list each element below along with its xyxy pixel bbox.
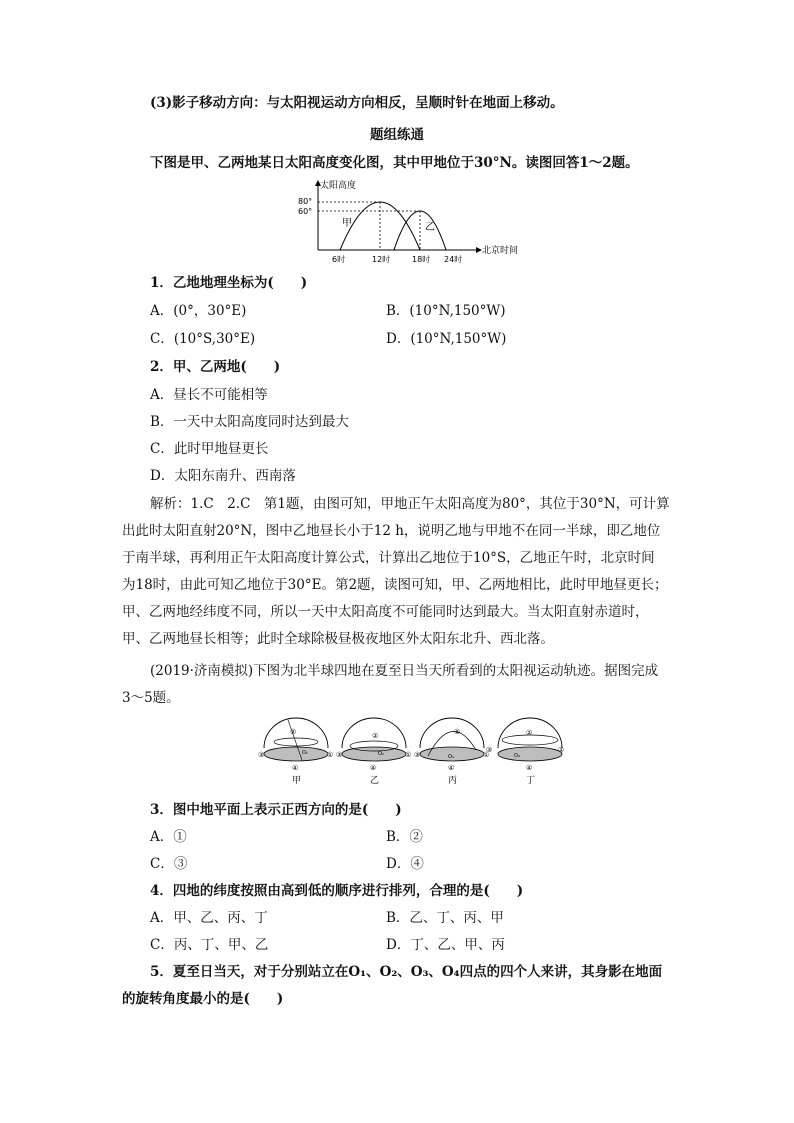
panel-label-bing: 丙 — [448, 776, 458, 786]
analysis-line-6: 甲、乙两地昼长相等；此时全球除极昼极夜地区外太阳东北升、西北落。 — [122, 631, 554, 647]
panel-jia — [258, 718, 333, 786]
panel-bing — [414, 718, 489, 786]
q1-option-c[interactable]: C．(10°S,30°E) — [150, 331, 256, 347]
q1-option-b[interactable]: B．(10°N,150°W) — [386, 303, 506, 319]
q3-5-stem-line-2: 3～5题。 — [122, 690, 180, 706]
bing-marker-4: ④ — [448, 764, 455, 772]
q4-option-b[interactable]: B．乙、丁、丙、甲 — [386, 910, 504, 926]
curve-label-jia: 甲 — [342, 218, 352, 229]
ding-marker-1: ① — [558, 746, 565, 754]
q1-stem: 1．乙地地理坐标为( ) — [150, 275, 308, 291]
bing-marker-1: ① — [483, 751, 490, 759]
q3-option-a[interactable]: A．① — [150, 829, 187, 845]
analysis-line-5: 甲、乙两地经纬度不同，所以一天中太阳高度不可能同时达到最大。当太阳直射赤道时， — [122, 604, 649, 620]
ding-marker-4: ④ — [526, 764, 533, 772]
analysis-line-2: 出此时太阳直射20°N，图中乙地昼长小于12 h，说明乙地与甲地不在同一半球，即乙地位 — [122, 523, 661, 539]
jia-marker-3: ③ — [258, 751, 265, 759]
section-title: 题组练通 — [370, 127, 424, 143]
q1-option-d[interactable]: D．(10°N,150°W) — [386, 331, 507, 347]
sun-altitude-chart — [292, 178, 532, 268]
jia-disk-label: O₁ — [302, 750, 308, 756]
q3-option-d[interactable]: D．④ — [386, 856, 424, 872]
panel-yi — [336, 718, 411, 786]
q2-option-c[interactable]: C．此时甲地昼更长 — [150, 441, 269, 457]
q5-stem-line-1: 5．夏至日当天，对于分别站立在O₁、O₂、O₃、O₄四点的四个人来讲，其身影在地面 — [150, 964, 663, 980]
bing-marker-3: ③ — [414, 751, 421, 759]
sun-path-diagrams — [258, 720, 565, 786]
analysis-line-1: 解析：1.C 2.C 第1题，由图可知，甲地正午太阳高度为80°，其位于30°N，可计算 — [150, 496, 670, 512]
q5-stem-line-2: 的旋转角度最小的是( ) — [122, 991, 284, 1007]
analysis-line-3: 于南半球，再利用正午太阳高度计算公式，计算出乙地位于10°S，乙地正午时，北京时间 — [122, 550, 655, 566]
q3-stem: 3．图中地平面上表示正西方向的是( ) — [150, 802, 402, 818]
analysis-line-4: 为18时，由此可知乙地位于30°E。第2题，读图可知，甲、乙两地相比，此时甲地昼更长； — [122, 577, 668, 593]
q3-option-b[interactable]: B．② — [386, 829, 423, 845]
q4-stem: 4．四地的纬度按照由高到低的顺序进行排列，合理的是( ) — [150, 883, 524, 899]
ding-marker-2: ② — [526, 729, 533, 737]
x-tick-24: 24时 — [444, 255, 463, 264]
panel-label-yi: 乙 — [370, 776, 380, 786]
curve-label-yi: 乙 — [425, 222, 435, 233]
intro-line: (3)影子移动方向：与太阳视运动方向相反，呈顺时针在地面上移动。 — [150, 95, 564, 111]
x-axis-label: 北京时间 — [482, 246, 519, 256]
yi-marker-2: ② — [372, 732, 379, 740]
yi-marker-3: ③ — [336, 751, 343, 759]
yi-marker-1: ① — [405, 751, 412, 759]
panel-label-jia: 甲 — [292, 776, 302, 786]
q4-option-d[interactable]: D．丁、乙、甲、丙 — [386, 937, 505, 953]
q2-option-a[interactable]: A．昼长不可能相等 — [150, 387, 268, 403]
q4-option-a[interactable]: A．甲、乙、丙、丁 — [150, 910, 268, 926]
panel-label-ding: 丁 — [526, 776, 536, 786]
question-stem-1-2: 下图是甲、乙两地某日太阳高度变化图，其中甲地位于30°N。读图回答1～2题。 — [150, 155, 639, 171]
q2-option-b[interactable]: B．一天中太阳高度同时达到最大 — [150, 414, 349, 430]
x-tick-6: 6时 — [332, 255, 346, 264]
q4-option-c[interactable]: C．丙、丁、甲、乙 — [150, 937, 269, 953]
jia-marker-1: ① — [327, 751, 334, 759]
q2-option-d[interactable]: D．太阳东南升、西南落 — [150, 468, 296, 484]
jia-marker-2: ② — [290, 728, 297, 736]
yi-disk-label: O₂ — [378, 751, 384, 757]
y-axis-label: 太阳高度 — [320, 181, 357, 191]
q3-5-stem-line-1: (2019·济南模拟)下图为北半球四地在夏至日当天所看到的太阳视运动轨迹。据图完成 — [150, 663, 659, 679]
x-tick-12: 12时 — [372, 255, 391, 264]
panel-ding — [486, 718, 564, 786]
y-tick-60: 60° — [298, 207, 313, 216]
y-tick-80: 80° — [298, 197, 313, 206]
bing-disk-label: O₃ — [448, 754, 454, 760]
bing-marker-2: ② — [454, 728, 461, 736]
yi-marker-4: ④ — [370, 764, 377, 772]
q3-option-c[interactable]: C．③ — [150, 856, 188, 872]
q2-stem: 2．甲、乙两地( ) — [150, 359, 281, 375]
x-tick-18: 18时 — [412, 255, 431, 264]
q1-option-a[interactable]: A．(0°，30°E) — [150, 303, 247, 319]
jia-marker-4: ④ — [292, 764, 299, 772]
ding-marker-3: ③ — [486, 746, 493, 754]
ding-disk-label: O₄ — [514, 753, 520, 759]
